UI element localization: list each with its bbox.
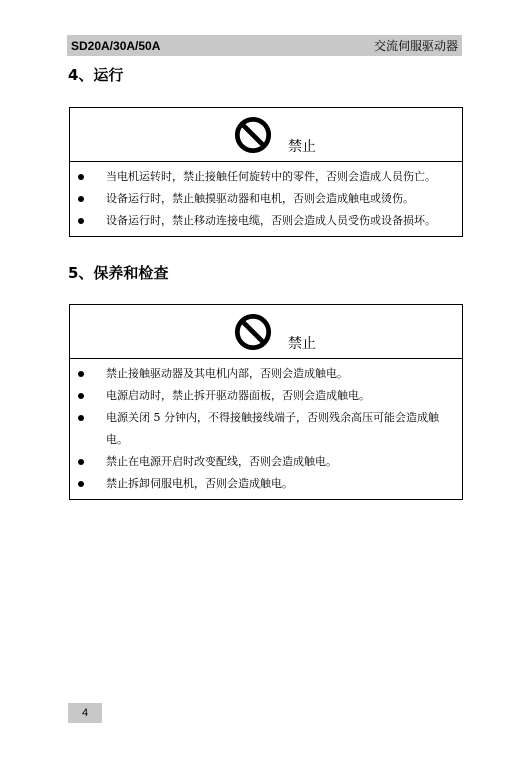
bullet-icon — [78, 174, 84, 180]
prohibition-label: 禁止 — [288, 336, 316, 352]
bullet-icon — [78, 393, 84, 399]
list-item: 禁止接触驱动器及其电机内部，否则会造成触电。 — [70, 363, 462, 385]
section-title-operation: 4、运行 — [68, 66, 124, 84]
prohibition-icon — [234, 116, 272, 154]
list-item: 禁止拆卸伺服电机，否则会造成触电。 — [70, 473, 462, 495]
list-item: 设备运行时，禁止移动连接电缆，否则会造成人员受伤或设备损坏。 — [70, 210, 462, 232]
prohibition-list — [70, 359, 462, 499]
header-model: SD20A/30A/50A — [71, 38, 161, 53]
prohibition-label: 禁止 — [288, 139, 316, 155]
prohibition-list — [70, 162, 462, 236]
section-title-maintenance: 5、保养和检查 — [68, 264, 169, 282]
bullet-icon — [78, 415, 84, 421]
list-item: 当电机运转时，禁止接触任何旋转中的零件，否则会造成人员伤亡。 — [70, 166, 462, 188]
page-header — [67, 35, 462, 56]
bullet-icon — [78, 196, 84, 202]
prohibition-box-maintenance — [69, 304, 463, 500]
prohibition-box-operation — [69, 107, 463, 237]
list-item: 电源关闭 5 分钟内，不得接触接线端子，否则残余高压可能会造成触电。 — [70, 407, 462, 451]
bullet-icon — [78, 481, 84, 487]
prohibition-icon — [234, 313, 272, 351]
page-number: 4 — [68, 703, 102, 723]
list-item: 电源启动时，禁止拆开驱动器面板，否则会造成触电。 — [70, 385, 462, 407]
list-item: 禁止在电源开启时改变配线，否则会造成触电。 — [70, 451, 462, 473]
header-product: 交流伺服驱动器 — [373, 39, 458, 53]
bullet-icon — [78, 371, 84, 377]
prohibition-header — [70, 305, 462, 359]
prohibition-header — [70, 108, 462, 162]
list-item: 设备运行时，禁止触摸驱动器和电机，否则会造成触电或烫伤。 — [70, 188, 462, 210]
bullet-icon — [78, 218, 84, 224]
bullet-icon — [78, 459, 84, 465]
